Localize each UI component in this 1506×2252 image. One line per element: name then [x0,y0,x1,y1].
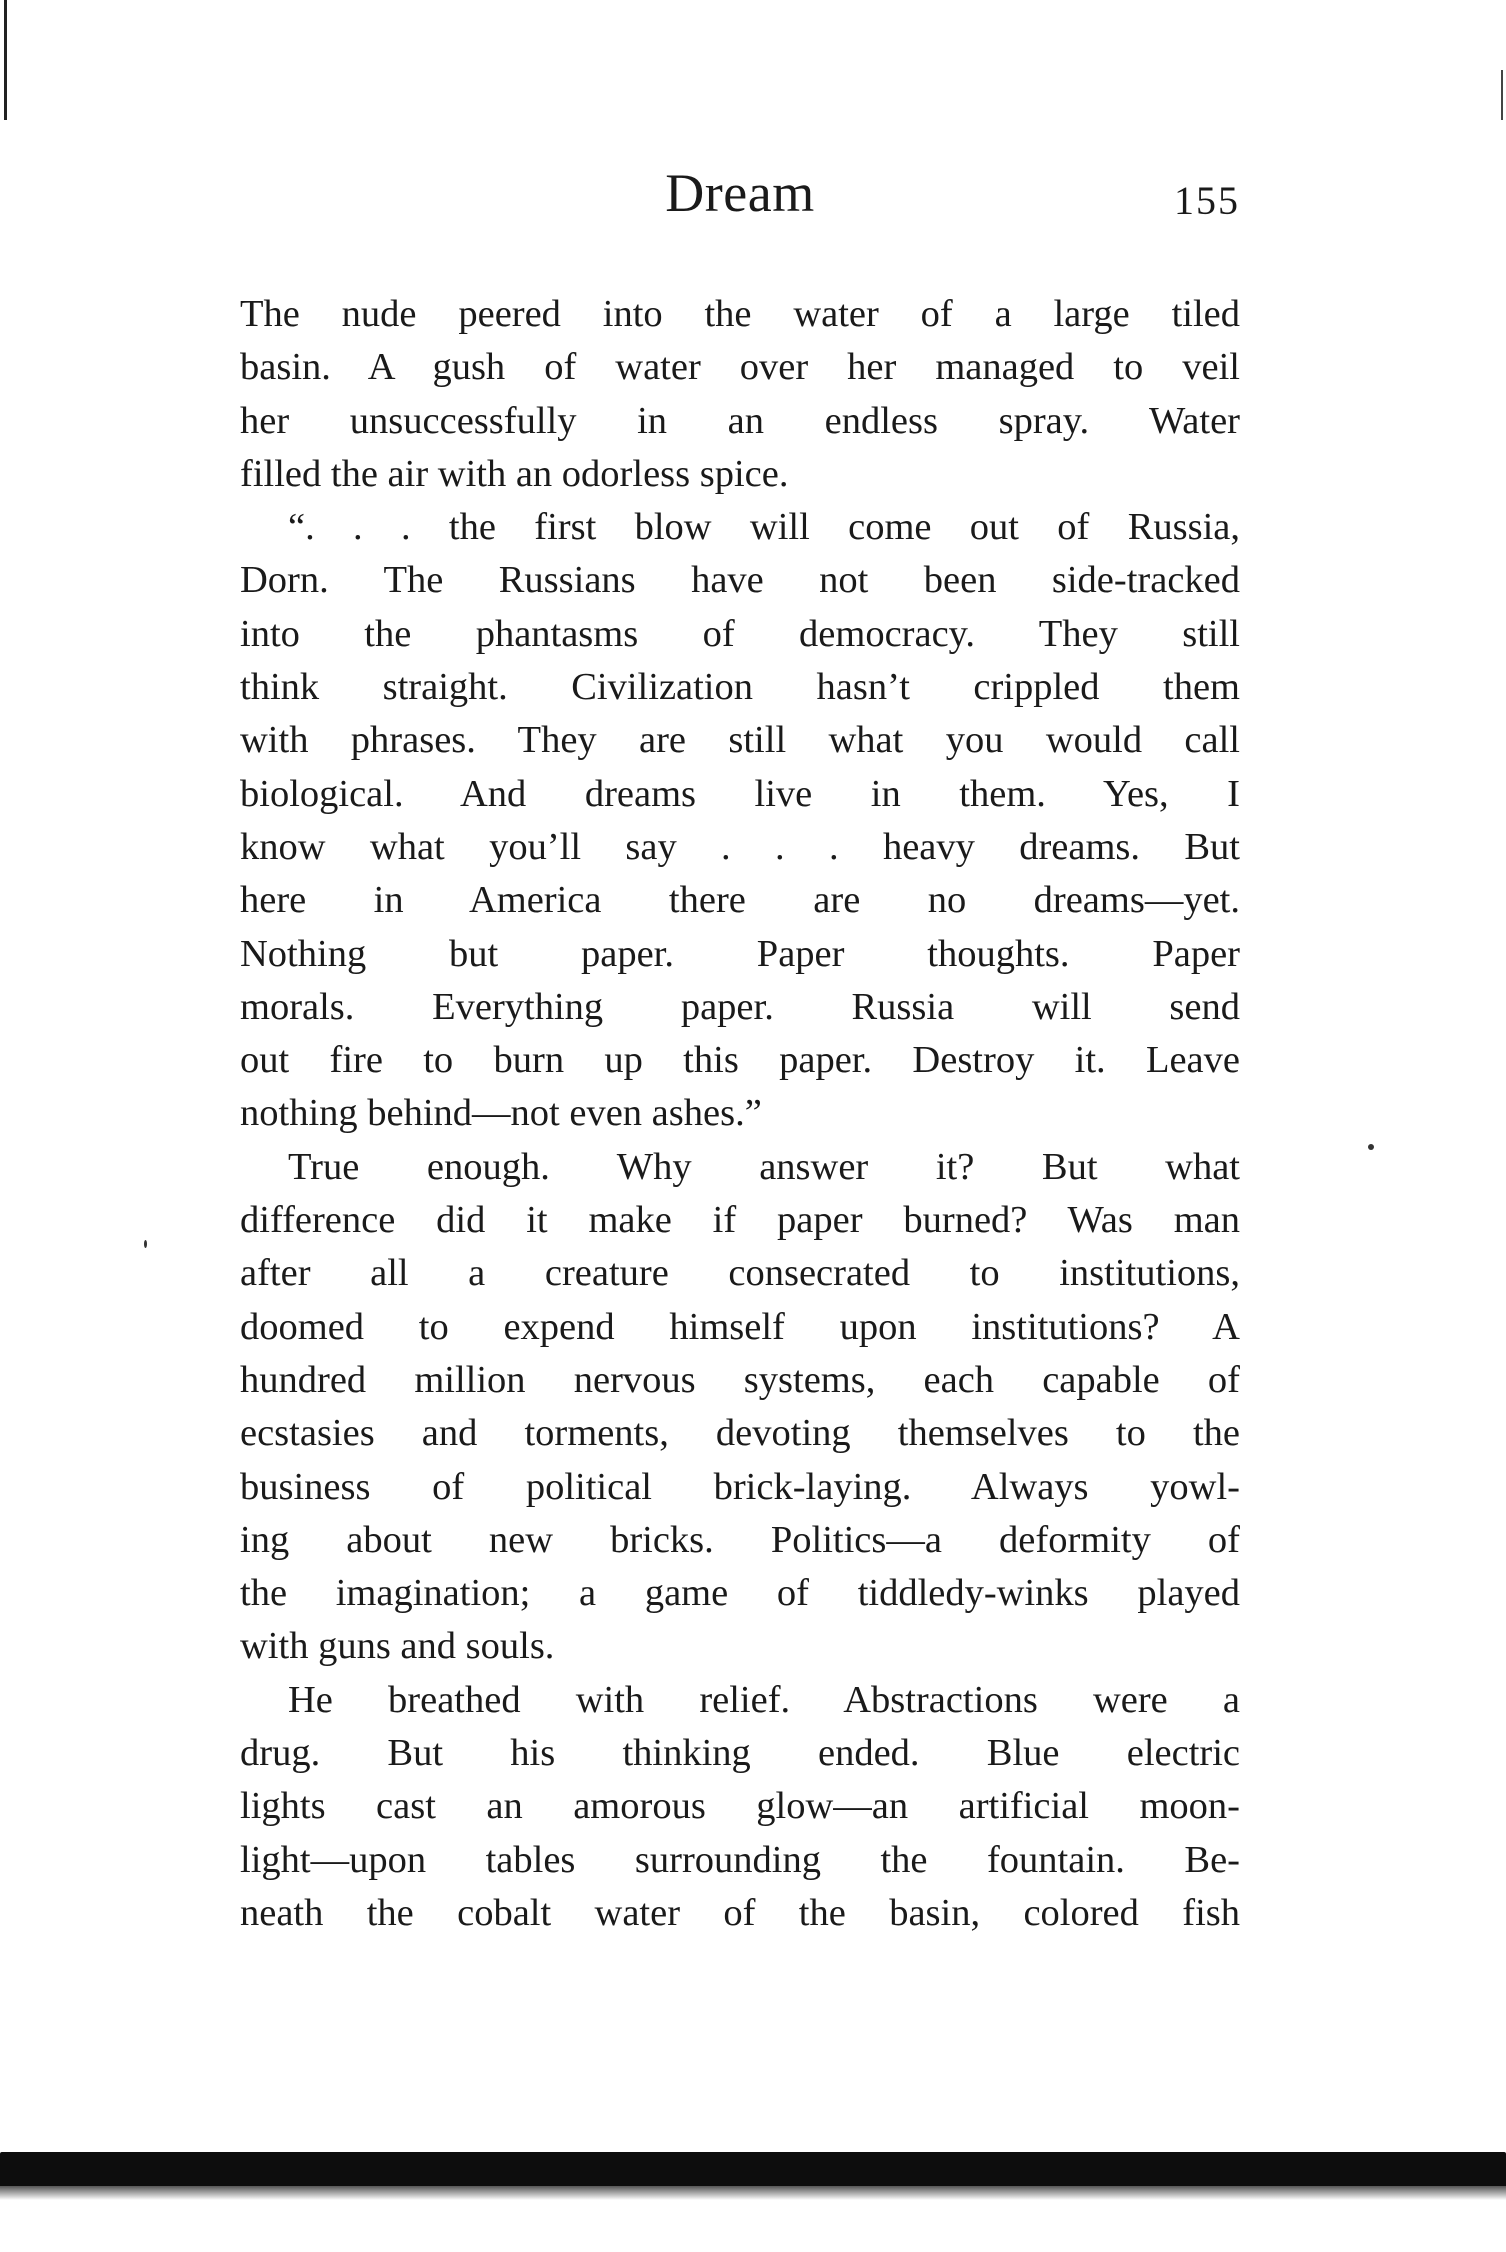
text-line: Nothing but paper. Paper thoughts. Paper [240,932,1240,975]
text-line: The nude peered into the water of a large tiled [240,293,1240,335]
text-line: lights cast an amorous glow—an artificial moon- [240,1785,1240,1828]
scan-speck [144,1240,147,1248]
text-line: morals. Everything paper. Russia will send [240,985,1240,1028]
text-line: the imagination; a game of tiddledy-winks played [240,1572,1240,1615]
text-line: with guns and souls. [240,1625,555,1668]
text-line: hundred million nervous systems, each capable of [240,1358,1240,1401]
paragraph-line [240,1514,1240,1567]
scan-edge-mark [1501,70,1503,120]
paragraph [240,1674,1240,1727]
text-line: ecstasies and torments, devoting themselves to the [240,1412,1240,1455]
paragraph-line [240,1301,1240,1354]
paragraph-line [240,714,1240,767]
text-line: Dorn. The Russians have not been side-tracked [240,559,1240,602]
page-header [240,158,1240,228]
paragraph-line [240,341,1240,394]
paragraph-line [240,554,1240,607]
text-line: “. . . the first blow will come out of Russia, [288,506,1240,549]
text-line: her unsuccessfully in an endless spray. Water [240,399,1240,442]
running-head: Dream [665,163,815,223]
text-line: basin. A gush of water over her managed to veil [240,346,1240,389]
text-line: with phrases. They are still what you would call [240,719,1240,762]
paragraph-line [240,395,1240,448]
paragraph-line [240,981,1240,1034]
paragraph-line [240,661,1240,714]
text-line: here in America there are no dreams—yet. [240,879,1240,922]
paragraph-line [240,1407,1240,1460]
paragraph-line [240,821,1240,874]
text-line: think straight. Civilization hasn’t crippled them [240,666,1240,709]
paragraph-line [240,1087,1240,1140]
paragraph-line [240,1567,1240,1620]
text-line: drug. But his thinking ended. Blue electric [240,1732,1240,1775]
text-line: biological. And dreams live in them. Yes, I [240,772,1240,815]
paragraph-line [240,1247,1240,1300]
text-line: know what you’ll say . . . heavy dreams. But [240,825,1240,868]
text-line: out fire to burn up this paper. Destroy it. Leave [240,1039,1240,1082]
paragraph-line [240,1727,1240,1780]
paragraph-line [240,1620,1240,1673]
paragraph-line [240,1887,1240,1940]
paragraph [240,1141,1240,1194]
text-line: filled the air with an odorless spice. [240,452,789,495]
text-line: nothing behind—not even ashes.” [240,1092,762,1135]
text-line: neath the cobalt water of the basin, colored fish [240,1891,1240,1934]
paragraph-line [240,928,1240,981]
text-line: ing about new bricks. Politics—a deformity of [240,1518,1240,1561]
paragraph-line [240,1780,1240,1833]
paragraph-line [240,874,1240,927]
paragraph-line [240,768,1240,821]
paragraph-line [240,1354,1240,1407]
paragraph [240,501,1240,554]
scan-bottom-edge [0,2152,1506,2188]
text-line: after all a creature consecrated to institutions, [240,1252,1240,1295]
paragraph-line [240,1034,1240,1087]
text-line: doomed to expend himself upon institutions? A [240,1305,1240,1348]
paragraph-line [240,1834,1240,1887]
paragraph-line [240,1461,1240,1514]
text-line: into the phantasms of democracy. They still [240,612,1240,655]
paragraph-line [240,448,1240,501]
body-text [240,288,1240,1940]
scan-speck [1368,1144,1374,1150]
scan-edge-mark [4,0,7,120]
scan-bottom-shadow [0,2186,1506,2200]
text-line: difference did it make if paper burned? Was man [240,1199,1240,1242]
text-line: business of political brick-laying. Always yowl- [240,1465,1240,1508]
paragraph-line [240,1194,1240,1247]
page-number: 155 [1174,178,1240,223]
text-line: True enough. Why answer it? But what [288,1145,1240,1188]
paragraph [240,288,1240,341]
paragraph-line [240,608,1240,661]
text-line: light—upon tables surrounding the fountain. Be- [240,1838,1240,1881]
text-line: He breathed with relief. Abstractions were a [288,1678,1240,1721]
